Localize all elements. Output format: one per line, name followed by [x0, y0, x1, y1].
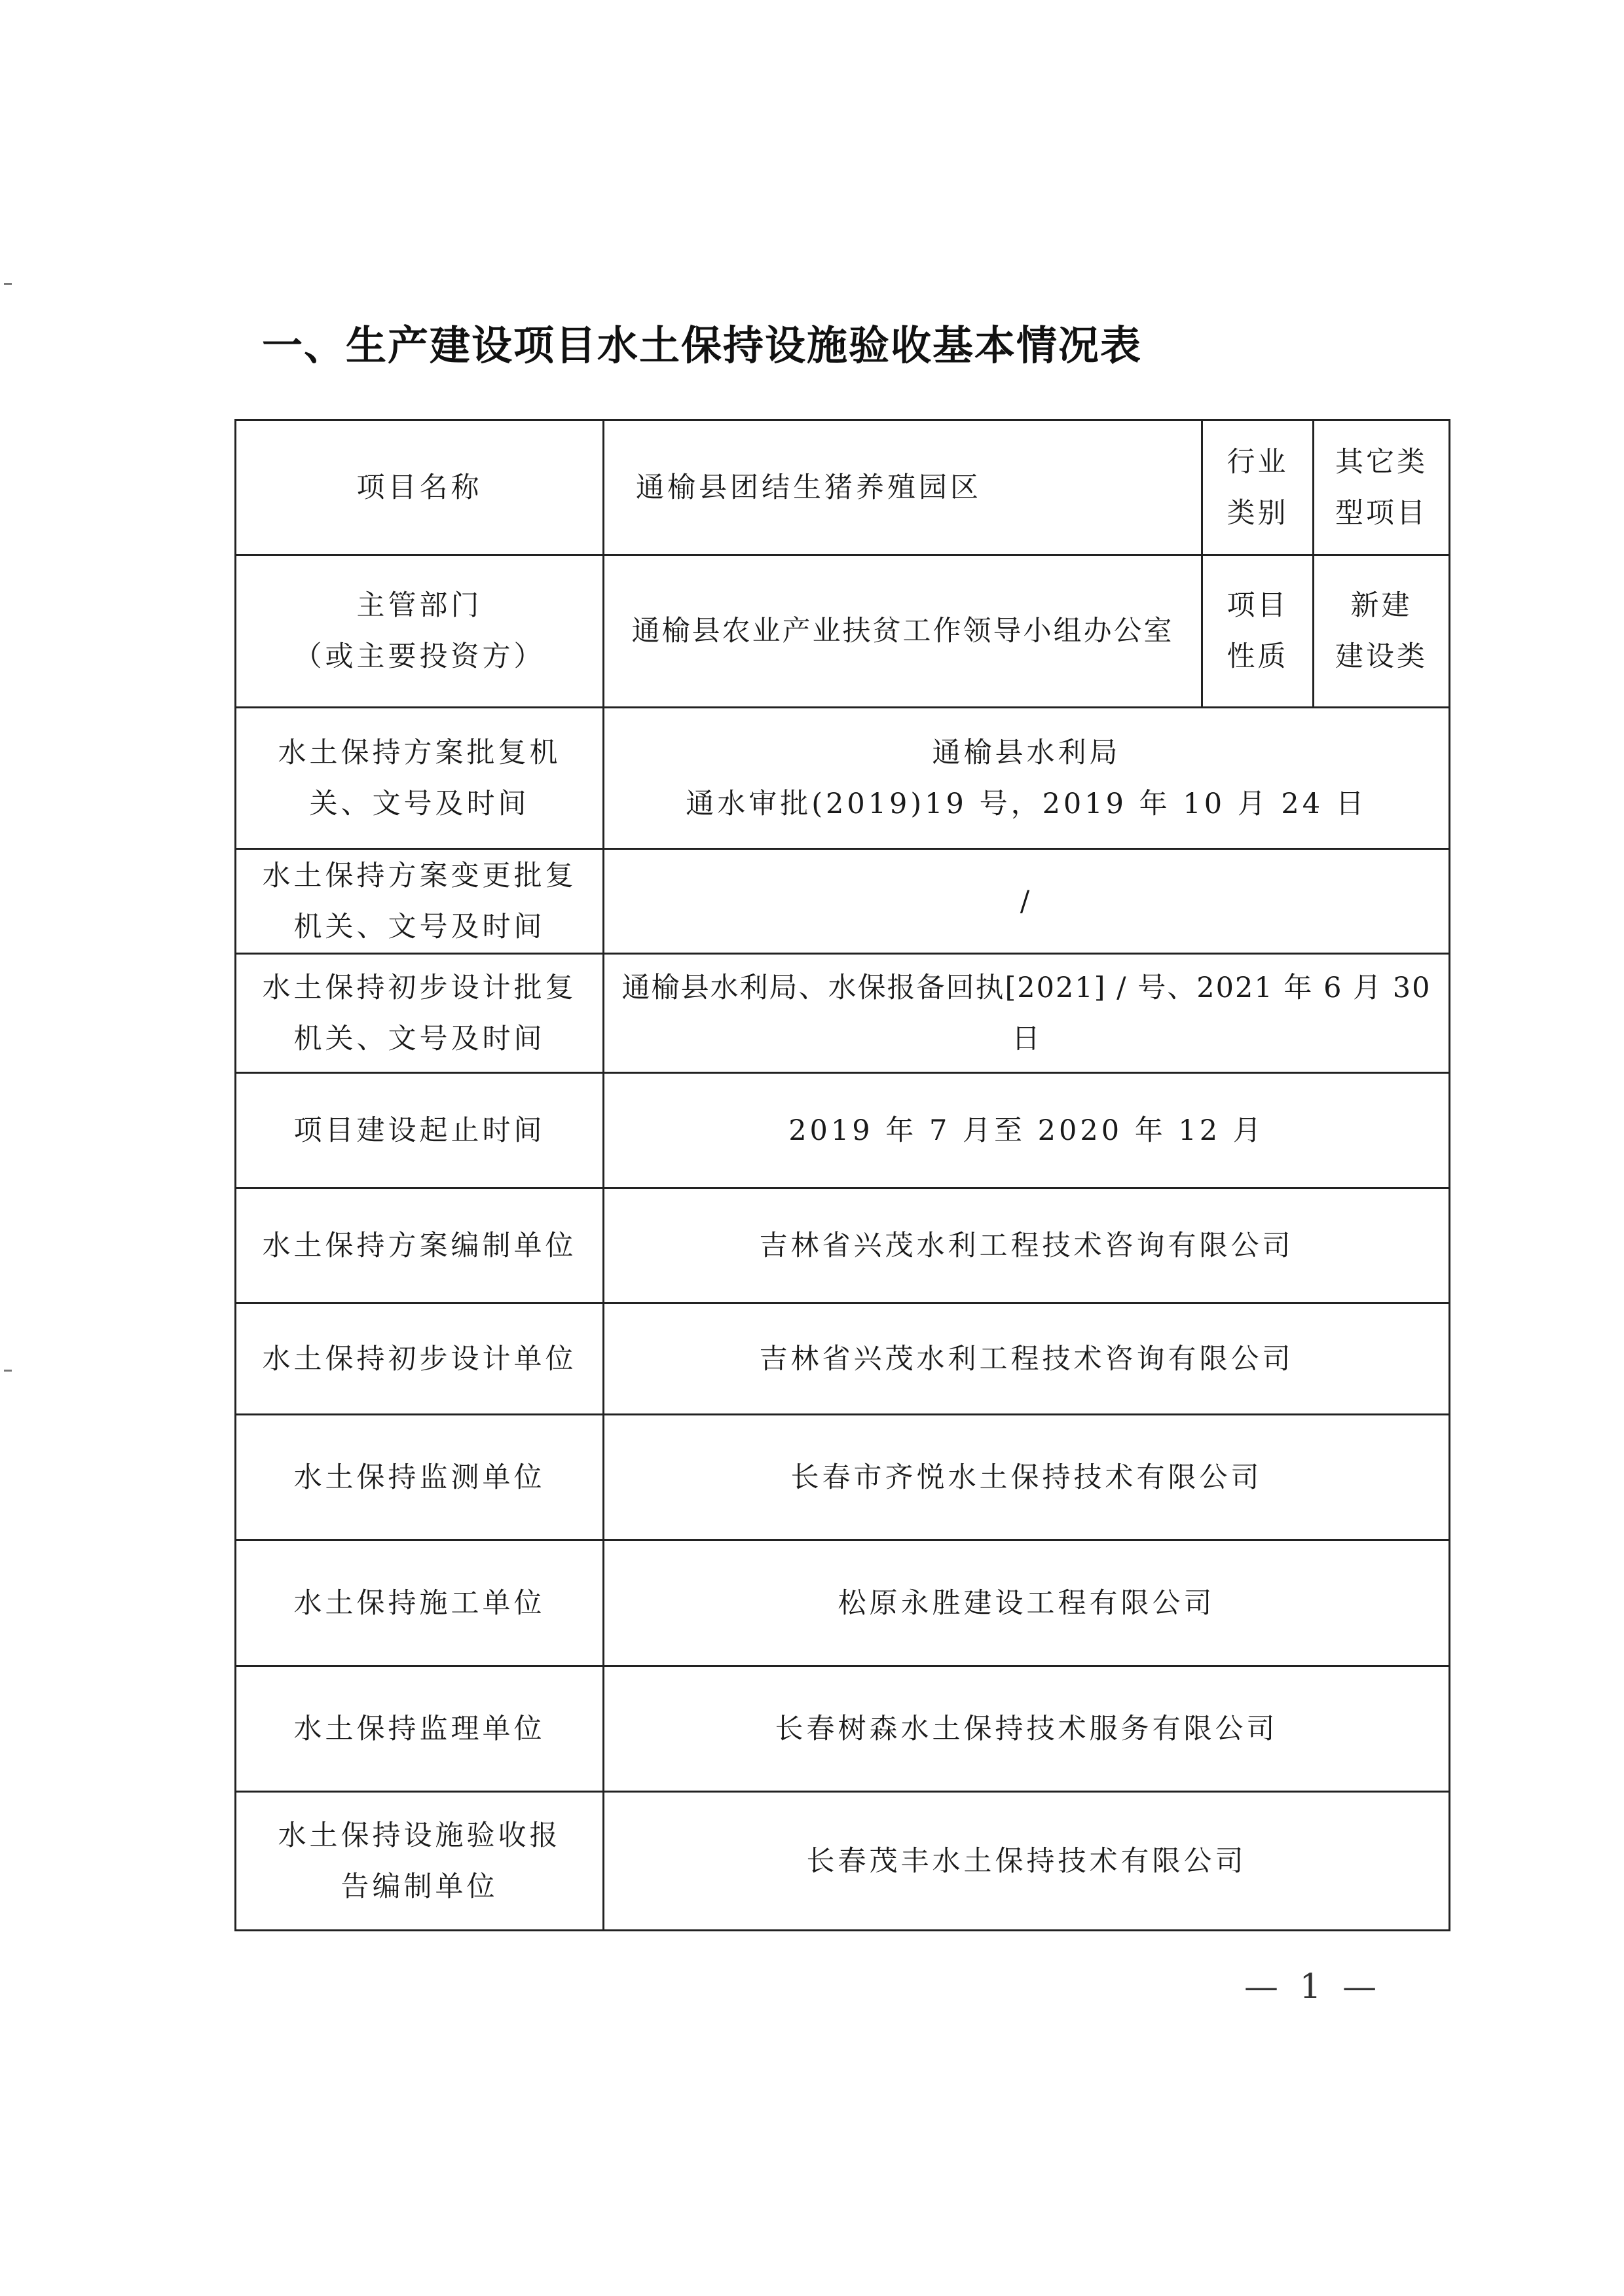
page-number: — 1 — [1244, 1967, 1382, 2007]
table-row [236, 1540, 1450, 1666]
label-department-line: 主管部门 [356, 589, 483, 622]
label-nature-line: 性质 [1227, 640, 1289, 673]
value-industry [1314, 420, 1450, 555]
label-industry [1202, 420, 1314, 555]
table-row [236, 1073, 1450, 1188]
label-prelim-design-approval [236, 954, 604, 1073]
label-department [236, 555, 604, 708]
value-monitoring-unit: 长春市齐悦水土保持技术有限公司 [604, 1415, 1450, 1540]
table-row [236, 555, 1450, 708]
value-department: 通榆县农业产业扶贫工作领导小组办公室 [604, 555, 1202, 708]
table-row [236, 1188, 1450, 1303]
label-monitoring-unit: 水土保持监测单位 [236, 1415, 604, 1540]
label-nature-line: 项目 [1227, 589, 1289, 622]
value-plan-unit: 吉林省兴茂水利工程技术咨询有限公司 [604, 1188, 1450, 1303]
label-plan-approval-line: 水土保持方案批复机 [278, 736, 561, 769]
label-plan-change [236, 849, 604, 954]
scan-mark [4, 283, 12, 285]
label-department-line: （或主要投资方） [293, 640, 545, 673]
table-row [236, 1792, 1450, 1931]
label-plan-change-line: 水土保持方案变更批复 [262, 859, 577, 892]
table-row [236, 1666, 1450, 1792]
label-report-unit [236, 1792, 604, 1931]
label-plan-approval-line: 关、文号及时间 [309, 787, 530, 820]
value-plan-approval-line: 通水审批(2019)19 号，2019 年 10 月 24 日 [686, 787, 1367, 820]
value-industry-line: 其它类 [1335, 445, 1428, 479]
value-prelim-design-approval: 通榆县水利局、水保报备回执[2021] / 号、2021 年 6 月 30 日 [604, 954, 1450, 1073]
value-report-unit: 长春茂丰水土保持技术有限公司 [604, 1792, 1450, 1931]
value-plan-approval-line: 通榆县水利局 [932, 736, 1121, 769]
table-row [236, 1415, 1450, 1540]
value-plan-change: / [604, 849, 1450, 954]
value-construction-unit: 松原永胜建设工程有限公司 [604, 1540, 1450, 1666]
label-plan-change-line: 机关、文号及时间 [293, 910, 545, 943]
value-plan-approval [604, 708, 1450, 849]
value-nature-line: 新建 [1350, 589, 1412, 622]
label-nature [1202, 555, 1314, 708]
label-plan-unit: 水土保持方案编制单位 [236, 1188, 604, 1303]
info-table [234, 419, 1450, 1931]
page-title: 一、生产建设项目水土保持设施验收基本情况表 [262, 321, 1143, 369]
label-construction-period: 项目建设起止时间 [236, 1073, 604, 1188]
label-industry-line: 类别 [1227, 496, 1289, 530]
value-nature [1314, 555, 1450, 708]
label-report-unit-line: 水土保持设施验收报 [278, 1819, 561, 1852]
table-row [236, 420, 1450, 555]
label-project-name: 项目名称 [236, 420, 604, 555]
label-prelim-design-approval-line: 水土保持初步设计批复 [262, 971, 577, 1004]
value-construction-period: 2019 年 7 月至 2020 年 12 月 [604, 1073, 1450, 1188]
value-prelim-design-unit: 吉林省兴茂水利工程技术咨询有限公司 [604, 1303, 1450, 1415]
value-supervision-unit: 长春树森水土保持技术服务有限公司 [604, 1666, 1450, 1792]
label-prelim-design-unit: 水土保持初步设计单位 [236, 1303, 604, 1415]
value-nature-line: 建设类 [1335, 640, 1428, 673]
scan-mark [4, 1370, 12, 1372]
table-row [236, 849, 1450, 954]
value-project-name: 通榆县团结生猪养殖园区 [604, 420, 1202, 555]
table-row [236, 708, 1450, 849]
value-industry-line: 型项目 [1335, 496, 1428, 530]
label-prelim-design-approval-line: 机关、文号及时间 [293, 1022, 545, 1055]
table-row [236, 954, 1450, 1073]
label-construction-unit: 水土保持施工单位 [236, 1540, 604, 1666]
label-plan-approval [236, 708, 604, 849]
label-supervision-unit: 水土保持监理单位 [236, 1666, 604, 1792]
label-report-unit-line: 告编制单位 [341, 1870, 498, 1903]
label-industry-line: 行业 [1227, 445, 1289, 479]
table-row [236, 1303, 1450, 1415]
